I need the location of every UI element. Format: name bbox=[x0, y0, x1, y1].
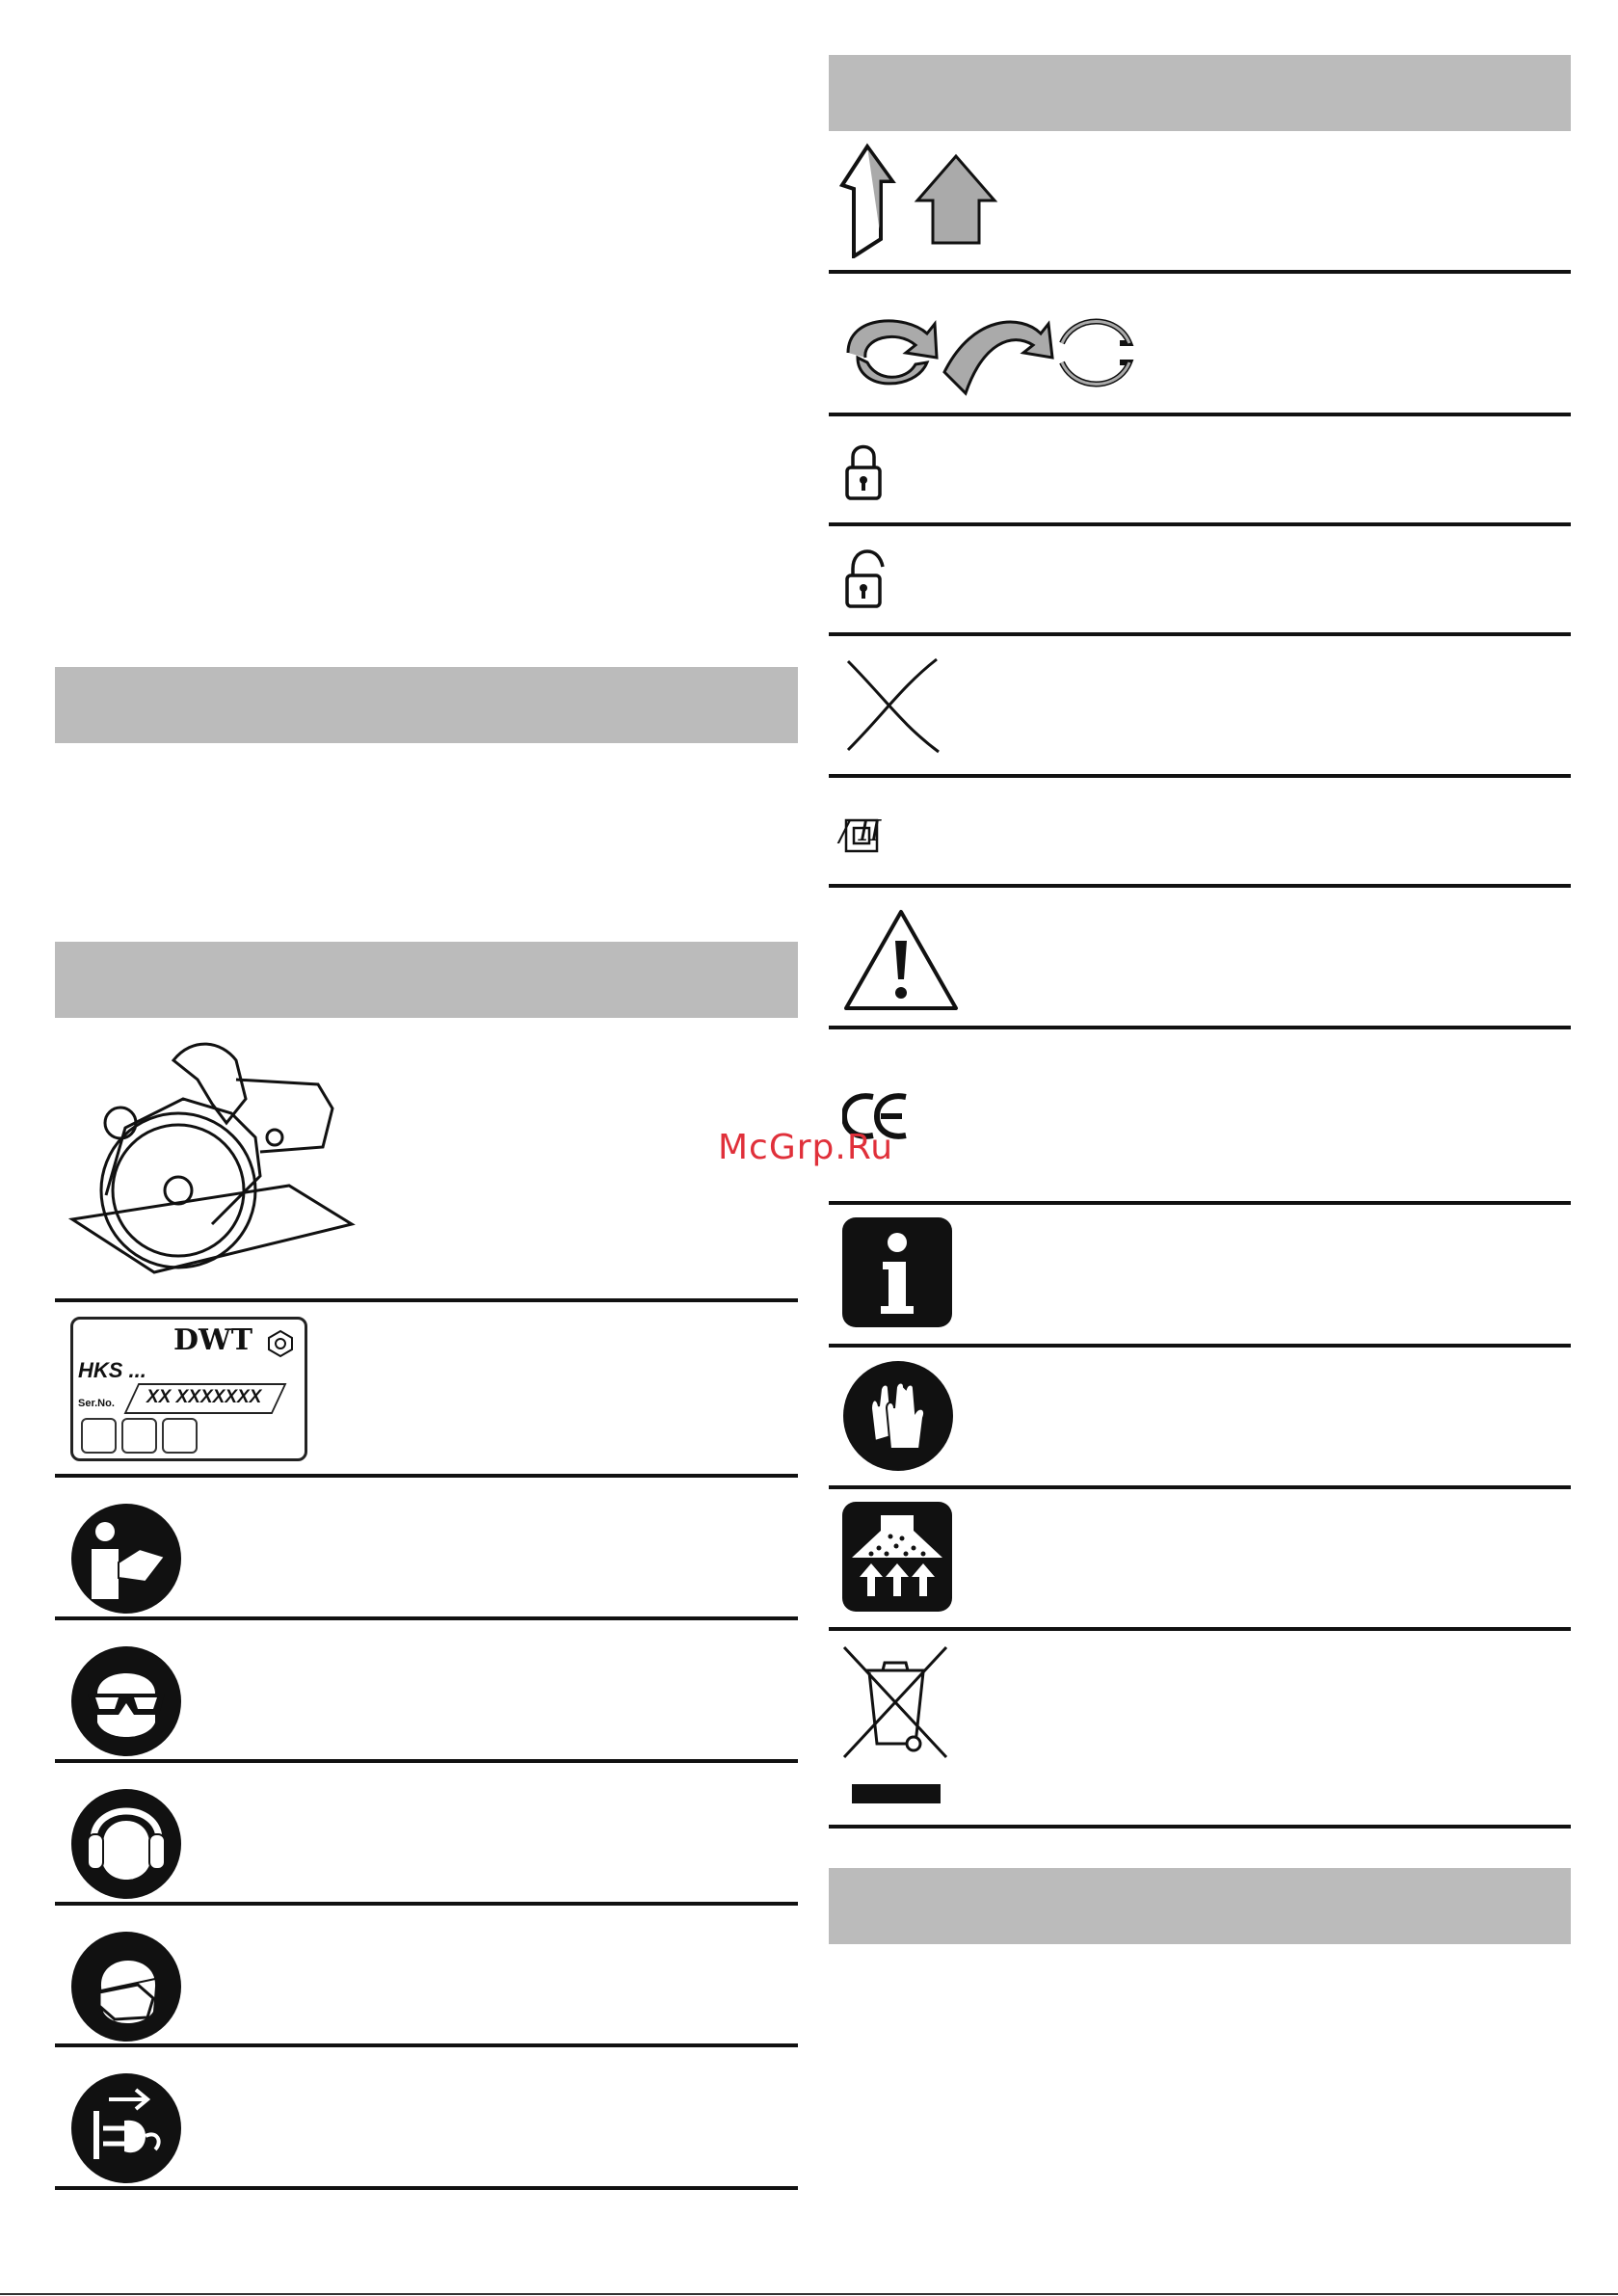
protection-class-text: / II bbox=[839, 814, 882, 848]
page-bottom-rule bbox=[0, 2293, 1618, 2295]
eye-protection-icon bbox=[70, 1645, 182, 1757]
divider bbox=[829, 522, 1571, 526]
divider bbox=[829, 1485, 1571, 1489]
arrow-up-icon bbox=[838, 143, 1002, 258]
divider bbox=[829, 413, 1571, 416]
divider bbox=[55, 2186, 798, 2190]
section-header-bar bbox=[55, 667, 798, 743]
lock-icon bbox=[844, 443, 883, 501]
prohibited-icon bbox=[844, 657, 941, 754]
circular-saw-illustration bbox=[67, 1031, 357, 1282]
divider bbox=[829, 884, 1571, 888]
divider bbox=[829, 270, 1571, 274]
divider bbox=[55, 1902, 798, 1906]
ear-protection-icon bbox=[70, 1788, 182, 1900]
plate-model: HKS ... bbox=[78, 1358, 146, 1382]
section-header-bar bbox=[55, 942, 798, 1018]
dust-extraction-icon bbox=[842, 1502, 952, 1612]
dust-mask-icon bbox=[70, 1931, 182, 2042]
rotation-icon bbox=[838, 305, 1137, 401]
divider bbox=[55, 1759, 798, 1763]
divider bbox=[829, 1825, 1571, 1829]
plate-mark-box bbox=[81, 1418, 117, 1454]
read-manual-icon bbox=[70, 1503, 182, 1615]
plate-serial-label: Ser.No. bbox=[78, 1398, 115, 1409]
section-header-bar bbox=[829, 55, 1571, 131]
divider bbox=[829, 1344, 1571, 1348]
divider bbox=[55, 1298, 798, 1302]
plate-mark-box bbox=[121, 1418, 157, 1454]
divider bbox=[55, 2043, 798, 2047]
plate-brand: DWT bbox=[173, 1323, 253, 1357]
plate-mark-box bbox=[162, 1418, 198, 1454]
unplug-icon bbox=[70, 2072, 182, 2184]
section-header-bar bbox=[829, 1868, 1571, 1944]
weee-bin-icon bbox=[838, 1643, 954, 1807]
info-icon bbox=[842, 1217, 952, 1327]
divider bbox=[829, 1201, 1571, 1205]
watermark: McGrp.Ru bbox=[718, 1128, 894, 1167]
divider bbox=[829, 1026, 1571, 1029]
divider bbox=[829, 774, 1571, 778]
double-insulation-mark bbox=[266, 1329, 295, 1358]
divider bbox=[55, 1474, 798, 1478]
divider bbox=[829, 1627, 1571, 1631]
divider bbox=[55, 1616, 798, 1620]
warning-icon bbox=[842, 908, 960, 1012]
rating-plate bbox=[70, 1317, 307, 1461]
plate-serial-value: XX XXXXXXX bbox=[146, 1387, 262, 1407]
divider bbox=[829, 632, 1571, 636]
unlock-icon bbox=[844, 549, 887, 609]
gloves-icon bbox=[842, 1360, 954, 1472]
